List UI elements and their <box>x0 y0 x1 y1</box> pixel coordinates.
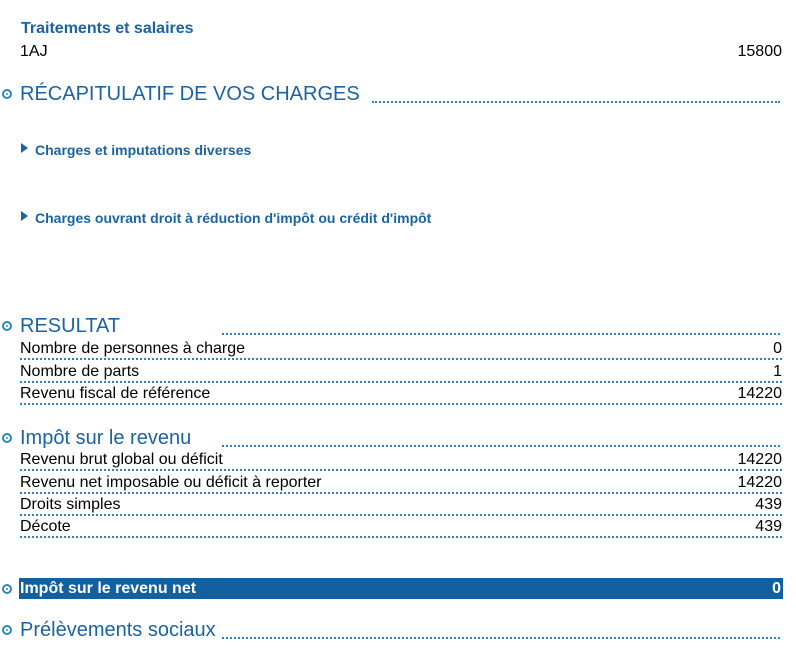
resultat-section-title: RESULTAT <box>20 315 121 337</box>
section-divider <box>372 101 780 103</box>
section-divider <box>222 637 780 639</box>
table-row <box>20 383 782 405</box>
impot-net-bar <box>19 578 783 599</box>
table-row <box>20 494 782 516</box>
table-row <box>20 472 782 494</box>
income-heading: Traitements et salaires <box>21 20 194 37</box>
section-bullet-icon <box>2 625 12 635</box>
income-row <box>20 39 782 61</box>
row-label: Nombre de parts <box>20 363 140 380</box>
income-value: 15800 <box>737 43 782 60</box>
table-row <box>20 516 782 538</box>
impot-net-value: 0 <box>772 579 781 597</box>
row-value: 439 <box>755 518 782 535</box>
row-value: 14220 <box>737 474 782 491</box>
row-label: Décote <box>20 518 71 535</box>
table-row <box>20 361 782 383</box>
row-value: 14220 <box>737 385 782 402</box>
charges-link-reduction[interactable]: Charges ouvrant droit à réduction d'impôt ou crédit d'impôt <box>35 210 432 226</box>
row-label: Revenu brut global ou déficit <box>20 451 223 468</box>
section-bullet-icon <box>2 89 12 99</box>
row-value: 0 <box>773 340 782 357</box>
row-label: Revenu fiscal de référence <box>20 385 211 402</box>
row-value: 14220 <box>737 451 782 468</box>
chevron-right-icon <box>21 211 28 221</box>
section-bullet-icon <box>2 321 12 331</box>
row-label: Nombre de personnes à charge <box>20 340 246 357</box>
impot-net-label: Impôt sur le revenu net <box>20 579 197 597</box>
row-value: 439 <box>755 496 782 513</box>
charges-link-diverses[interactable]: Charges et imputations diverses <box>35 142 252 158</box>
row-value: 1 <box>773 363 782 380</box>
table-row <box>20 338 782 360</box>
chevron-right-icon <box>21 143 28 153</box>
section-divider <box>222 333 780 335</box>
charges-section-title: RÉCAPITULATIF DE VOS CHARGES <box>20 83 360 105</box>
row-label: Droits simples <box>20 496 121 513</box>
section-bullet-icon <box>2 584 12 594</box>
income-code: 1AJ <box>20 43 48 60</box>
section-divider <box>222 445 780 447</box>
prelevements-section-title: Prélèvements sociaux <box>20 619 216 641</box>
row-label: Revenu net imposable ou déficit à reporter <box>20 474 322 491</box>
impot-section-title: Impôt sur le revenu <box>20 427 192 449</box>
table-row <box>20 449 782 471</box>
section-bullet-icon <box>2 433 12 443</box>
